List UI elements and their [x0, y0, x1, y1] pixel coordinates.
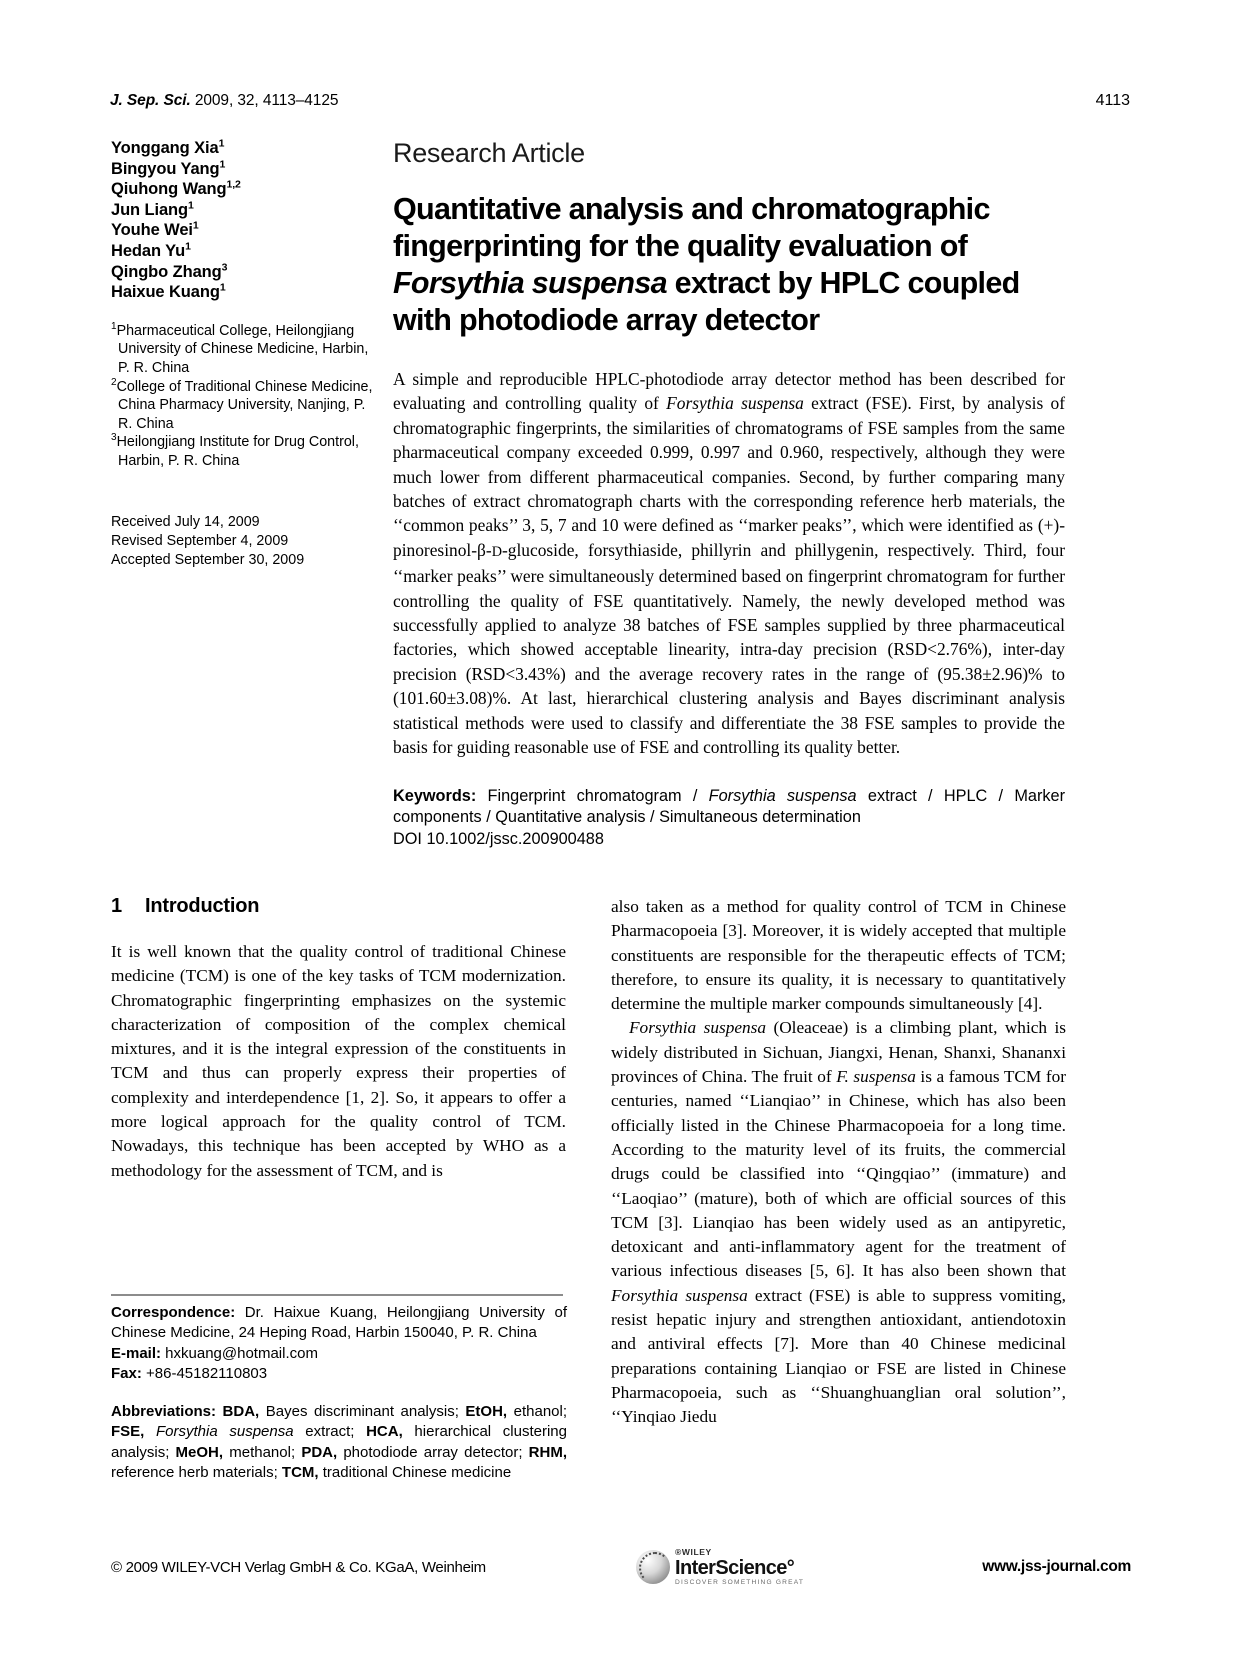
paragraph-text: (Oleaceae) is a climbing plant, which is widely distributed in Sichuan, Jiangxi, Henan, Shanxi, Shananxi provinces of China. The fruit of — [611, 1018, 1066, 1087]
abbreviations-block — [111, 1402, 567, 1484]
author — [111, 159, 373, 180]
abbr-term: EtOH, — [465, 1403, 508, 1420]
title-line: fingerprinting for the quality evaluation of — [393, 229, 968, 263]
logo-science: Science — [715, 1556, 787, 1579]
email-value[interactable]: hxkuang@hotmail.com — [161, 1344, 318, 1362]
abbr-term: BDA, — [216, 1403, 260, 1420]
abstract — [393, 367, 1065, 760]
correspondence-label: Correspondence: — [111, 1304, 236, 1321]
author-affil-marker: 3 — [221, 261, 228, 274]
date-revised: Revised September 4, 2009 — [111, 532, 289, 549]
author-name: Bingyou Yang — [111, 159, 220, 178]
intro-paragraph-left: It is well known that the quality control of traditional Chinese medicine (TCM) is one of the key tasks of TCM modernization. Chromatographic fingerprinting emphasizes on the systemic characterization of composition of the complex chemical mixtures, and it is the integral expression of the constituents in TCM and thus can properly express their properties of complexity and interdependence [1, 2]. So, it appears to offer a more logical approach for the quality control of TCM. Nowadays, this technique has been accepted by WHO as a methodology for the assessment of TCM, and is — [111, 942, 566, 1180]
fax-value: +86-45182110803 — [141, 1365, 268, 1383]
author-name: Qiuhong Wang — [111, 180, 227, 199]
author-name: Qingbo Zhang — [111, 262, 222, 281]
affiliation-marker: 2 — [111, 376, 117, 388]
author-affil-marker: 1 — [219, 158, 226, 171]
logo-wordmark — [675, 1548, 804, 1586]
fax-line — [111, 1364, 567, 1384]
correspondence-text: Dr. Haixue Kuang, Heilongjiang University of Chinese Medicine, 24 Heping Road, Harbin 150040, P. R. China — [111, 1304, 567, 1342]
doi: DOI 10.1002/jssc.200900488 — [393, 829, 604, 848]
abbr-term: MeOH, — [175, 1443, 224, 1461]
publication-dates — [111, 513, 373, 571]
keywords-species: Forsythia suspensa — [708, 786, 857, 805]
abstract-text: -glucoside, forsythiaside, phillyrin and phillygenin, respectively. Third, four ‘‘marker peaks’’ were simultaneously determined based on fingerprint chromatogram for further controlling the quality of FSE quantitatively. Namely, the newly developed method was successfully applied to analyze 38 batches of FSE samples supplied by three pharmaceutical factories, which showed acceptable linearity, intra-day precision (RSD<2.76%), inter-day precision (RSD<3.43%) and the average recovery rates in the range of (95.38±2.96)% to (101.60±3.08)%. At last, hierarchical clustering analysis and Bayes discriminant analysis statistical methods were used to classify and differentiate the 38 FSE samples to provide the basis for guiding reasonable use of FSE and controlling its quality better. — [393, 539, 1065, 758]
article-header — [393, 138, 1065, 850]
body-column-right — [611, 895, 1066, 1430]
wiley-label: ®WILEY — [675, 1547, 712, 1557]
species-name: F. suspensa — [836, 1067, 916, 1087]
author — [111, 262, 373, 283]
abstract-text: extract (FSE). First, by analysis of chromatographic fingerprints, the similarities of chromatograms of FSE samples from the same pharmaceutical company exceeded 0.999, 0.997 and 0.960, respectively, although they were much lower from different pharmaceutical companies. Second, by further comparing many batches of extract chromatograph charts with the corresponding reference herb materials, the ‘‘common peaks’’ 3, 5, 7 and 10 were defined as ‘‘marker peaks’’, which were identified as (+)-pinoresinol-β- — [393, 393, 1066, 560]
keywords — [393, 786, 1065, 829]
species-name: Forsythia suspensa — [611, 1285, 748, 1305]
footnote-divider — [111, 1294, 563, 1296]
affiliation-text: Pharmaceutical College, Heilongjiang University of Chinese Medicine, Harbin, P. R. China — [116, 322, 369, 376]
page-number: 4113 — [1095, 92, 1130, 109]
abbr-term: PDA, — [301, 1443, 338, 1461]
abstract-text: A simple and reproducible HPLC-photodiode array detector method has been described for evaluating and controlling quality of — [393, 369, 1065, 414]
orb-icon — [636, 1550, 670, 1584]
author-name: Jun Liang — [111, 200, 189, 219]
abbr-def: photodiode array detector; — [337, 1443, 529, 1461]
abstract-smallcap: D — [491, 543, 502, 560]
running-head-citation — [110, 92, 338, 110]
interscience-logo[interactable] — [636, 1548, 804, 1586]
copyright-notice: © 2009 WILEY-VCH Verlag GmbH & Co. KGaA, Weinheim — [111, 1558, 486, 1576]
abbr-def: traditional Chinese medicine — [318, 1464, 512, 1482]
affiliation-marker: 3 — [111, 432, 117, 444]
abbr-term: HCA, — [366, 1423, 403, 1441]
abbr-def: reference herb materials; — [111, 1464, 282, 1482]
author — [111, 220, 373, 241]
affiliation-list — [111, 322, 373, 471]
paragraph-text: is a famous TCM for centuries, named ‘‘Lianqiao’’ in Chinese, which has also been officially listed in the Chinese Pharmacopoeia for a long time. According to the maturity level of its fruits, the commercial drugs could be classified into ‘‘Qingqiao’’ (immature) and ‘‘Laoqiao’’ (mature), both of which are official sources of this TCM [3]. Lianqiao has been widely used as an antipyretic, detoxicant and anti-inflammatory agent for the treatment of various infectious diseases [5, 6]. It has also been shown that — [611, 1067, 1066, 1281]
correspondence-block — [111, 1303, 567, 1385]
abbr-term: TCM, — [281, 1464, 319, 1482]
logo-inter: Inter — [675, 1556, 716, 1579]
affiliation — [111, 433, 373, 470]
keywords-text: Fingerprint chromatogram / — [476, 786, 709, 805]
author-affil-marker: 1,2 — [226, 178, 241, 191]
affiliation-text: Heilongjiang Institute for Drug Control, Harbin, P. R. China — [116, 434, 359, 469]
affiliation-text: College of Traditional Chinese Medicine, China Pharmacy University, Nanjing, P. R. China — [116, 378, 373, 432]
abstract-species: Forsythia suspensa — [666, 393, 804, 414]
body-column-left — [111, 895, 566, 1183]
author — [111, 282, 373, 303]
paragraph-text: extract (FSE) is able to suppress vomiting, resist hepatic injury and strengthen antioxidant, antiendotoxin and antiviral effects [7]. More than 40 Chinese medicinal preparations containing Lianqiao or FSE are listed in Chinese Pharmacopoeia, such as ‘‘Shuanghuanglian oral solution’’, ‘‘Yinqiao Jiedu — [611, 1285, 1066, 1427]
section-number: 1 — [111, 895, 122, 917]
title-line: with photodiode array detector — [393, 303, 820, 337]
metadata-column — [111, 138, 373, 571]
keywords-label: Keywords: — [393, 786, 477, 805]
abbr-def: Bayes discriminant analysis; — [259, 1403, 466, 1420]
page-title — [393, 191, 1065, 339]
author — [111, 200, 373, 221]
affiliation-marker: 1 — [111, 320, 117, 332]
logo-trademark: ° — [786, 1556, 795, 1579]
journal-title: J. Sep. Sci. — [110, 92, 191, 109]
abbr-def: ethanol; — [507, 1403, 568, 1420]
fax-label: Fax: — [111, 1365, 142, 1383]
abbr-def: extract; — [293, 1423, 367, 1441]
author-affil-marker: 1 — [192, 219, 199, 232]
title-species: Forsythia suspensa — [393, 266, 667, 300]
section-heading-introduction — [111, 895, 566, 918]
author-affil-marker: 1 — [219, 281, 226, 294]
keywords-text: extract / HPLC / Marker components / Quantitative analysis / Simultaneous determination — [393, 786, 1065, 826]
author-affil-marker: 1 — [218, 137, 225, 150]
date-received: Received July 14, 2009 — [111, 513, 260, 530]
abbr-def: methanol; — [223, 1443, 302, 1461]
date-accepted: Accepted September 30, 2009 — [111, 552, 305, 569]
article-type-label: Research Article — [393, 138, 585, 168]
abbr-def: hierarchical clustering analysis; — [111, 1423, 567, 1461]
author-name: Haixue Kuang — [111, 283, 220, 302]
species-name: Forsythia suspensa — [629, 1018, 767, 1038]
author-name: Youhe Wei — [111, 221, 193, 240]
author-name: Hedan Yu — [111, 241, 186, 260]
author-name: Yonggang Xia — [111, 139, 219, 157]
abbr-term: FSE, — [111, 1423, 145, 1441]
title-line: Quantitative analysis and chromatographic — [393, 192, 990, 226]
author — [111, 179, 373, 200]
title-line: extract by HPLC coupled — [666, 266, 1020, 300]
correspondence — [111, 1303, 567, 1344]
author-affil-marker: 1 — [185, 240, 191, 253]
abbreviations-label: Abbreviations: — [111, 1403, 217, 1420]
author-affil-marker: 1 — [188, 199, 194, 212]
interscience-wordmark — [675, 1558, 804, 1578]
affiliation — [111, 322, 373, 378]
author — [111, 138, 373, 159]
section-title: Introduction — [145, 895, 260, 917]
logo-tagline: DISCOVER SOMETHING GREAT — [675, 1578, 805, 1586]
affiliation — [111, 378, 373, 434]
abbr-def-species: Forsythia suspensa — [144, 1423, 294, 1441]
email-label: E-mail: — [111, 1344, 162, 1362]
running-head — [110, 92, 1130, 110]
journal-citation: 2009, 32, 4113–4125 — [194, 92, 339, 109]
journal-url[interactable]: www.jss-journal.com — [982, 1558, 1131, 1576]
author-list — [111, 138, 373, 303]
abbr-term: RHM, — [528, 1443, 567, 1461]
author — [111, 241, 373, 262]
intro-paragraph-right-1: also taken as a method for quality control of TCM in Chinese Pharmacopoeia [3]. Moreover, it is widely accepted that multiple constituents are responsible for the therapeutic effects of TCM; therefore, to ensure its quality, it is necessary to quantitatively determine the multiple marker compounds simultaneously [4]. — [611, 897, 1066, 1014]
email-line — [111, 1344, 567, 1364]
page-footer — [111, 1548, 1131, 1586]
intro-paragraph-right-2 — [611, 1016, 1066, 1429]
